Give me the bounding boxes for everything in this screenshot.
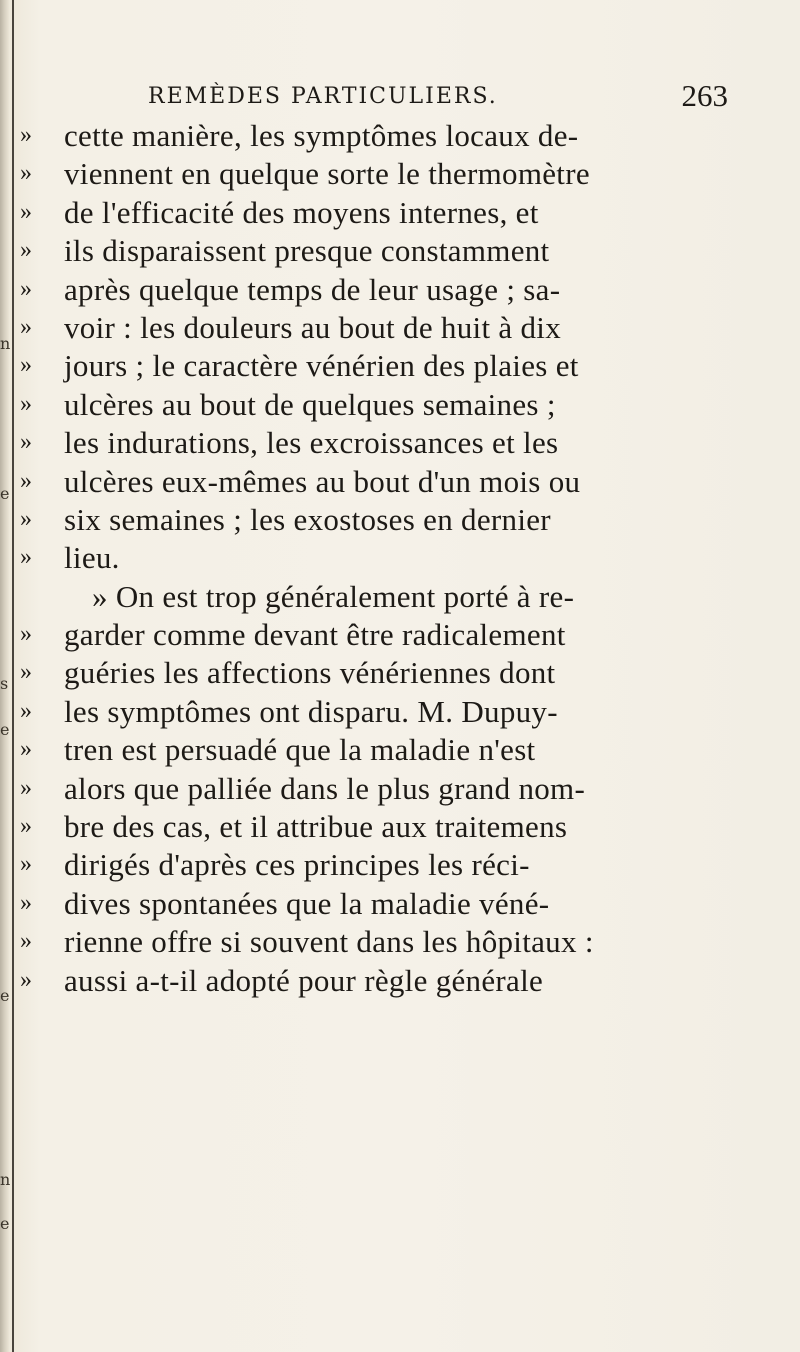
line-text: ulcères eux-mêmes au bout d'un mois ou bbox=[64, 463, 581, 499]
line-text: dives spontanées que la maladie véné- bbox=[64, 885, 550, 921]
quotation-mark: » bbox=[20, 313, 32, 340]
quotation-mark: » bbox=[20, 544, 32, 571]
line-text: » On est trop généralement porté à re- bbox=[92, 578, 575, 614]
text-line bbox=[20, 464, 790, 502]
quotation-mark: » bbox=[20, 851, 32, 878]
quotation-mark: » bbox=[20, 390, 32, 417]
line-text: guéries les affections vénériennes dont bbox=[64, 655, 556, 691]
quotation-mark: » bbox=[20, 122, 32, 148]
margin-mark: e bbox=[0, 1214, 10, 1233]
quotation-mark: » bbox=[20, 774, 32, 801]
line-text: de l'efficacité des moyens internes, et bbox=[64, 194, 539, 230]
quotation-mark: » bbox=[20, 813, 32, 840]
line-text: lieu. bbox=[64, 540, 120, 576]
text-line bbox=[20, 233, 790, 271]
quotation-mark: » bbox=[20, 429, 32, 456]
margin-mark: n bbox=[0, 334, 11, 353]
quotation-mark: » bbox=[20, 736, 32, 763]
text-line bbox=[20, 348, 790, 386]
text-line bbox=[20, 617, 790, 655]
line-text: jours ; le caractère vénérien des plaies et bbox=[64, 348, 579, 384]
text-line bbox=[20, 771, 790, 809]
quotation-mark: » bbox=[20, 505, 32, 532]
text-line bbox=[20, 809, 790, 847]
quotation-mark: » bbox=[20, 160, 32, 187]
text-line bbox=[20, 387, 790, 425]
line-text: ulcères au bout de quelques semaines ; bbox=[64, 386, 556, 422]
margin-mark: e bbox=[0, 720, 10, 739]
quotation-mark: » bbox=[20, 659, 32, 686]
quotation-mark: » bbox=[20, 928, 32, 955]
text-line bbox=[20, 540, 790, 578]
margin-mark: e bbox=[0, 484, 10, 503]
text-line bbox=[20, 195, 790, 233]
page-header bbox=[148, 76, 728, 116]
text-line bbox=[20, 118, 790, 156]
text-line bbox=[20, 924, 790, 962]
text-line bbox=[20, 502, 790, 540]
text-line bbox=[20, 963, 790, 1001]
quotation-mark: » bbox=[20, 275, 32, 302]
quotation-mark: » bbox=[20, 621, 32, 648]
line-text: voir : les douleurs au bout de huit à dix bbox=[64, 309, 562, 345]
quotation-mark: » bbox=[20, 237, 32, 264]
line-text: les symptômes ont disparu. M. Dupuy- bbox=[64, 693, 558, 729]
text-line bbox=[20, 694, 790, 732]
text-line bbox=[20, 310, 790, 348]
running-head: REMÈDES PARTICULIERS. bbox=[148, 84, 498, 109]
line-text: les indurations, les excroissances et les bbox=[64, 425, 559, 461]
margin-mark: s bbox=[0, 674, 9, 693]
text-line bbox=[20, 579, 790, 617]
quotation-mark: » bbox=[20, 966, 32, 993]
line-text: rienne offre si souvent dans les hôpitaux : bbox=[64, 924, 594, 960]
quotation-mark: » bbox=[20, 198, 32, 225]
text-line bbox=[20, 272, 790, 310]
margin-mark: n bbox=[0, 1170, 11, 1189]
quotation-mark: » bbox=[20, 352, 32, 379]
line-text: alors que palliée dans le plus grand nom- bbox=[64, 770, 586, 806]
quotation-mark: » bbox=[20, 467, 32, 494]
body-text bbox=[20, 118, 790, 1001]
line-text: garder comme devant être radicalement bbox=[64, 617, 566, 653]
text-line bbox=[20, 156, 790, 194]
line-text: ils disparaissent presque constamment bbox=[64, 233, 550, 269]
text-line bbox=[20, 886, 790, 924]
line-text: aussi a-t-il adopté pour règle générale bbox=[64, 962, 544, 998]
line-text: six semaines ; les exostoses en dernier bbox=[64, 501, 551, 537]
line-text: dirigés d'après ces principes les réci- bbox=[64, 847, 530, 883]
text-line bbox=[20, 655, 790, 693]
line-text: après quelque temps de leur usage ; sa- bbox=[64, 271, 561, 307]
line-text: tren est persuadé que la maladie n'est bbox=[64, 732, 536, 768]
text-line bbox=[20, 732, 790, 770]
margin-mark: e bbox=[0, 986, 10, 1005]
line-text: bre des cas, et il attribue aux traitemens bbox=[64, 809, 568, 845]
line-text: cette manière, les symptômes locaux de- bbox=[64, 118, 579, 153]
quotation-mark: » bbox=[20, 697, 32, 724]
quotation-mark: » bbox=[20, 889, 32, 916]
text-line bbox=[20, 425, 790, 463]
text-line bbox=[20, 847, 790, 885]
line-text: viennent en quelque sorte le thermomètre bbox=[64, 156, 590, 192]
page-number: 263 bbox=[681, 78, 728, 113]
margin-bleed-marks bbox=[0, 0, 14, 1352]
